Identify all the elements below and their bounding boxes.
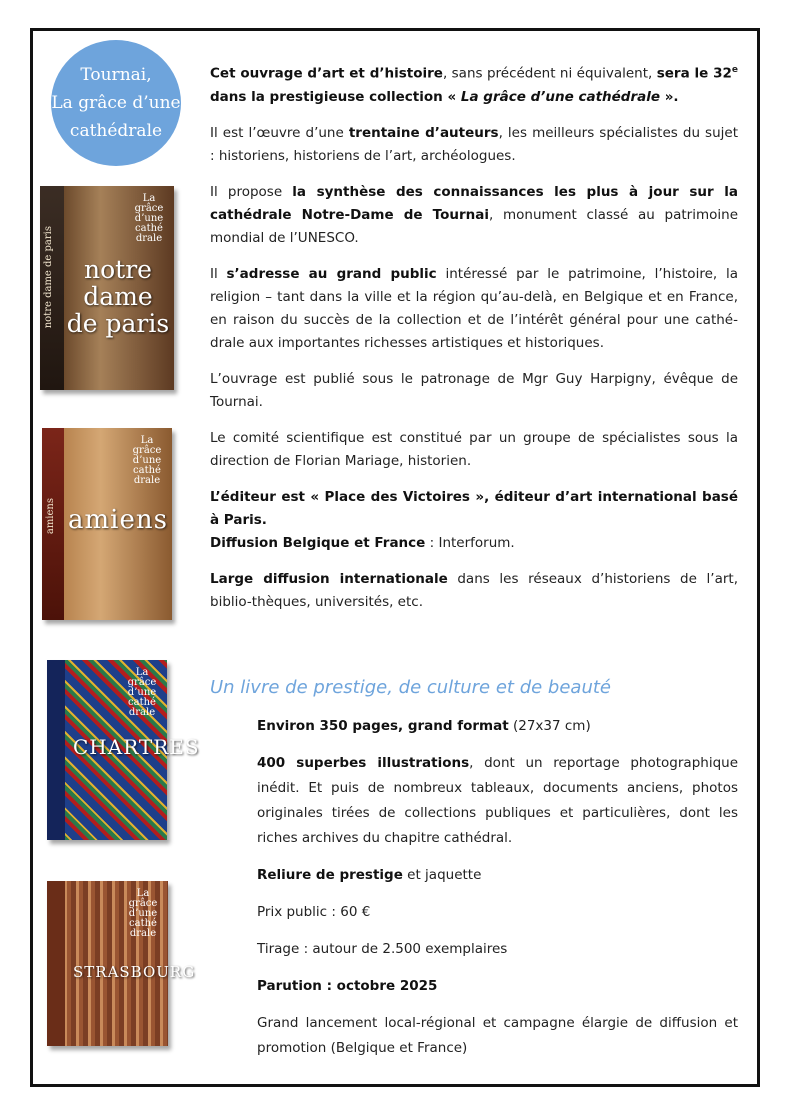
- book-series-label: La grâce d’une cathé drale: [132, 435, 162, 486]
- intro-text: [210, 59, 738, 627]
- book-series-label: La grâce d’une cathé drale: [134, 193, 164, 244]
- detail-release: Parution : octobre 2025: [257, 978, 438, 994]
- book-spine-title: notre dame de paris: [43, 226, 54, 329]
- intro-paragraph-8: Large diffusion internationale dans les réseaux d’historiens de l’art, biblio-thèques, universités, etc.: [210, 570, 738, 610]
- detail-price: Prix public : 60 €: [257, 904, 371, 920]
- intro-paragraph-5: L’ouvrage est publié sous le patronage de Mgr Guy Harpigny, évêque de Tournai.: [210, 370, 738, 410]
- detail-illustrations: 400 superbes illustrations, dont un reportage photographique inédit. Et puis de nombreux tableaux, documents anciens, photos originales tirées de collections publiques et particulières, dont les riches archives du chapitre cathédral.: [257, 755, 739, 846]
- book-spine-title: amiens: [45, 498, 56, 535]
- title-badge: [51, 40, 181, 166]
- book-cover-chartres: [47, 660, 200, 840]
- detail-print-run: Tirage : autour de 2.500 exemplaires: [257, 941, 508, 957]
- book-title: notre dame de paris: [66, 255, 170, 338]
- book-cover-amiens: [42, 428, 172, 620]
- book-series-label: La grâce d’une cathé drale: [128, 888, 158, 939]
- book-title: CHARTRES: [73, 735, 200, 759]
- book-details: [257, 714, 738, 1073]
- book-series-label: La grâce d’une cathé drale: [127, 667, 157, 718]
- intro-paragraph-7: L’éditeur est « Place des Victoires », éditeur d’art international basé à Paris. Diffusion Belgique et France : Interforum.: [210, 488, 738, 551]
- detail-binding: Reliure de prestige et jaquette: [257, 867, 482, 883]
- book-title: STRASBOURG: [73, 963, 196, 981]
- book-cover-notre-dame-de-paris: [40, 186, 174, 390]
- book-cover-strasbourg: [47, 881, 196, 1046]
- book-title: amiens: [68, 505, 168, 535]
- intro-paragraph-6: Le comité scientifique est constitué par un groupe de spécialistes sous la direction de Florian Mariage, historien.: [210, 429, 738, 469]
- intro-paragraph-2: Il est l’œuvre d’une trentaine d’auteurs, les meilleurs spécialistes du sujet : historiens, historiens de l’art, archéologues.: [210, 124, 738, 164]
- badge-line-1: Tournai,: [80, 65, 152, 85]
- section-heading: Un livre de prestige, de culture et de beauté: [210, 677, 611, 698]
- intro-paragraph-4: Il s’adresse au grand public intéressé par le patrimoine, l’histoire, la religion – tant dans la ville et la région qu’au-delà, en Belgique et en France, en raison du succès de la collection et de l’intérêt général pour une cathé-drale aux importantes richesses artistiques et historiques.: [210, 265, 738, 351]
- detail-format: Environ 350 pages, grand format (27x37 cm): [257, 718, 591, 734]
- intro-paragraph-1: Cet ouvrage d’art et d’histoire, sans précédent ni équivalent, sera le 32e dans la prestigieuse collection « La grâce d’une cathédrale ».: [210, 65, 738, 105]
- detail-launch: Grand lancement local-régional et campagne élargie de diffusion et promotion (Belgique et France): [257, 1015, 738, 1056]
- intro-paragraph-3: Il propose la synthèse des connaissances les plus à jour sur la cathédrale Notre-Dame de Tournai, monument classé au patrimoine mondial de l’UNESCO.: [210, 183, 738, 246]
- badge-line-2: La grâce d’une: [51, 93, 181, 113]
- badge-line-3: cathédrale: [69, 121, 163, 141]
